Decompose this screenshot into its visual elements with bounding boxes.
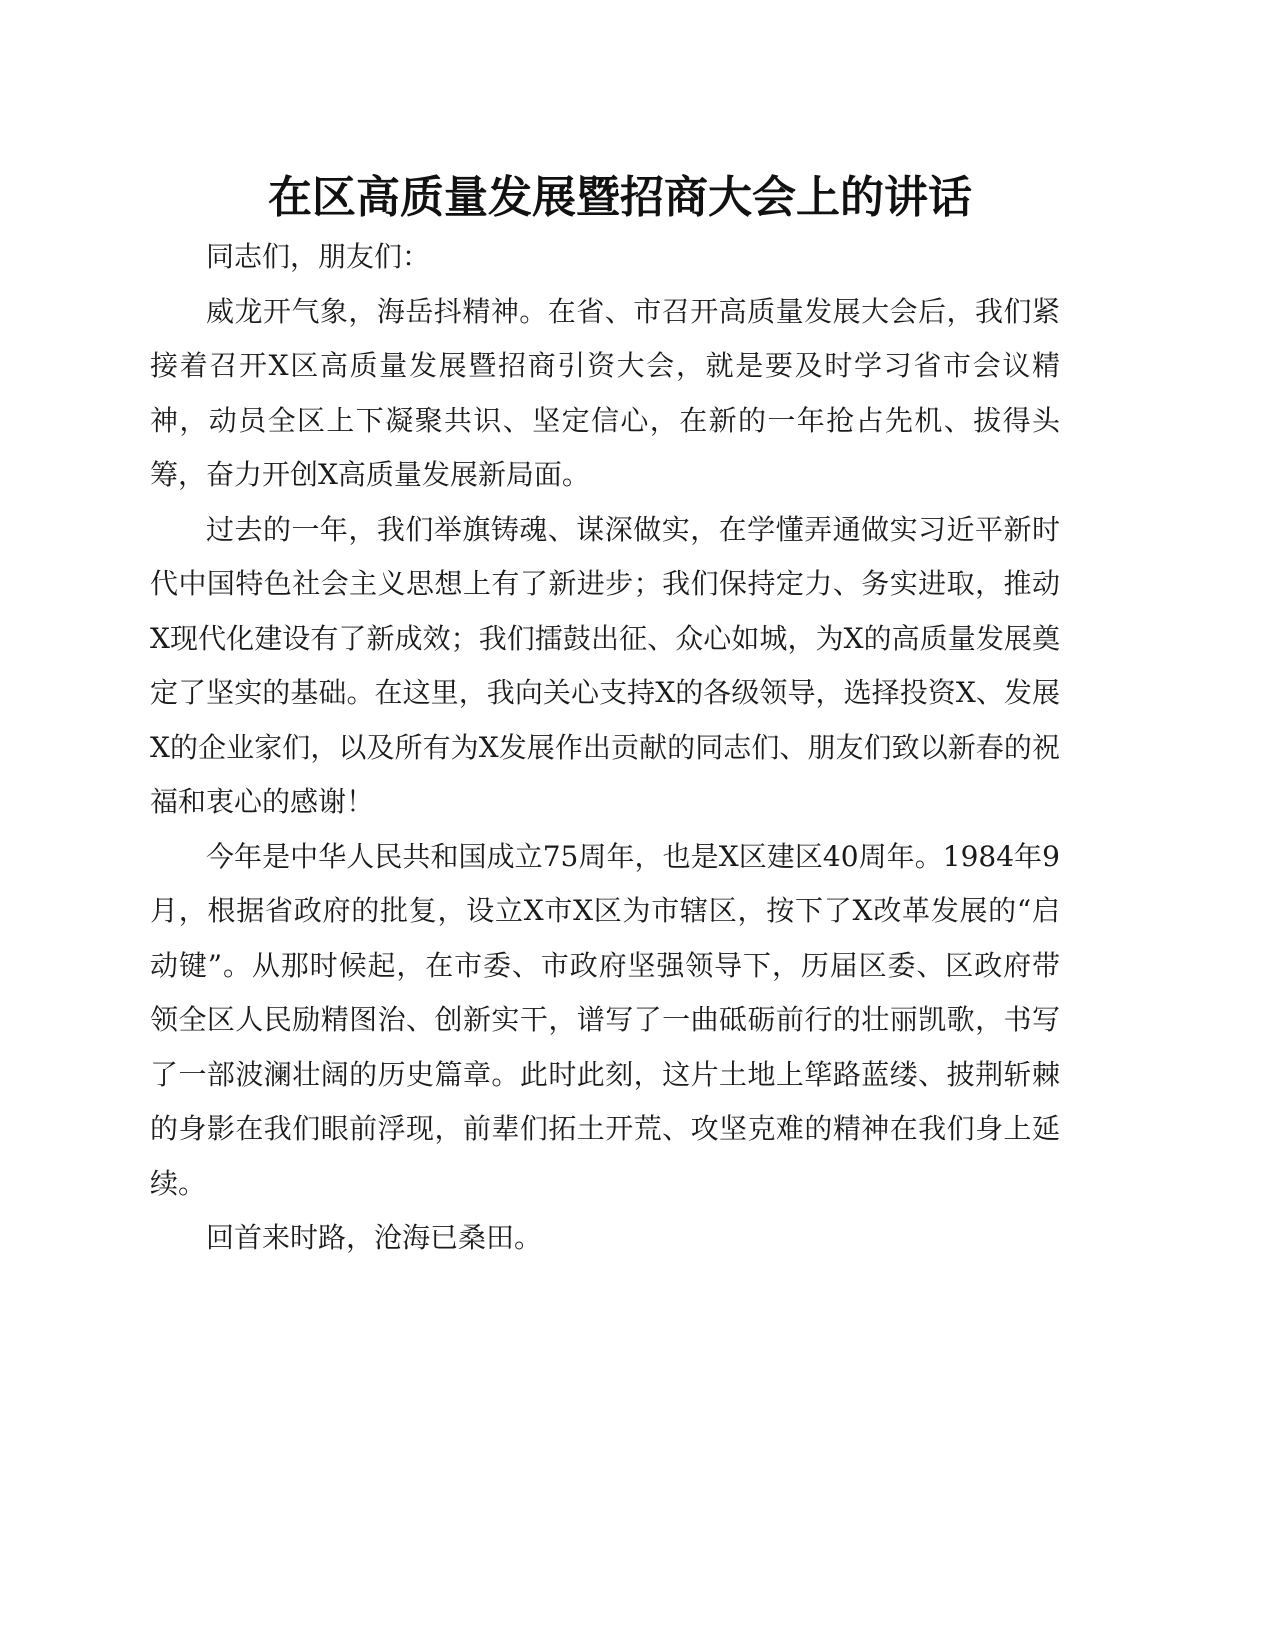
- body-paragraph: 今年是中华人民共和国成立75周年，也是X区建区40周年。1984年9月，根据省政府的批复，设立X市X区为市辖区，按下了X改革发展的“启动键”。从那时候起，在市委、市政府坚强领导下，历届区委、区政府带领全区人民励精图治、创新实干，谱写了一曲砥砺前行的壮丽凯歌，书写了一部波澜壮阔的历史篇章。此时此刻，这片土地上筚路蓝缕、披荆斩棘的身影在我们眼前浮现，前辈们拓土开荒、攻坚克难的精神在我们身上延续。: [150, 839, 1060, 1200]
- body-paragraph: 威龙开气象，海岳抖精神。在省、市召开高质量发展大会后，我们紧接着召开X区高质量发展暨招商引资大会，就是要及时学习省市会议精神，动员全区上下凝聚共识、坚定信心，在新的一年抢占先机、拔得头筹，奋力开创X高质量发展新局面。: [150, 294, 1060, 491]
- body-paragraph: 回首来时路，沧海已桑田。: [206, 1221, 543, 1254]
- body-paragraph: 过去的一年，我们举旗铸魂、谋深做实，在学懂弄通做实习近平新时代中国特色社会主义思想上有了新进步；我们保持定力、务实进取，推动X现代化建设有了新成效；我们擂鼓出征、众心如城，为X的高质量发展奠定了坚实的基础。在这里，我向关心支持X的各级领导，选择投资X、发展X的企业家们，以及所有为X发展作出贡献的同志们、朋友们致以新春的祝福和衷心的感谢！: [150, 512, 1060, 818]
- document-title: 在区高质量发展暨招商大会上的讲话: [268, 172, 972, 223]
- document-body: [150, 230, 1060, 1266]
- salutation-paragraph: 同志们，朋友们：: [206, 240, 431, 273]
